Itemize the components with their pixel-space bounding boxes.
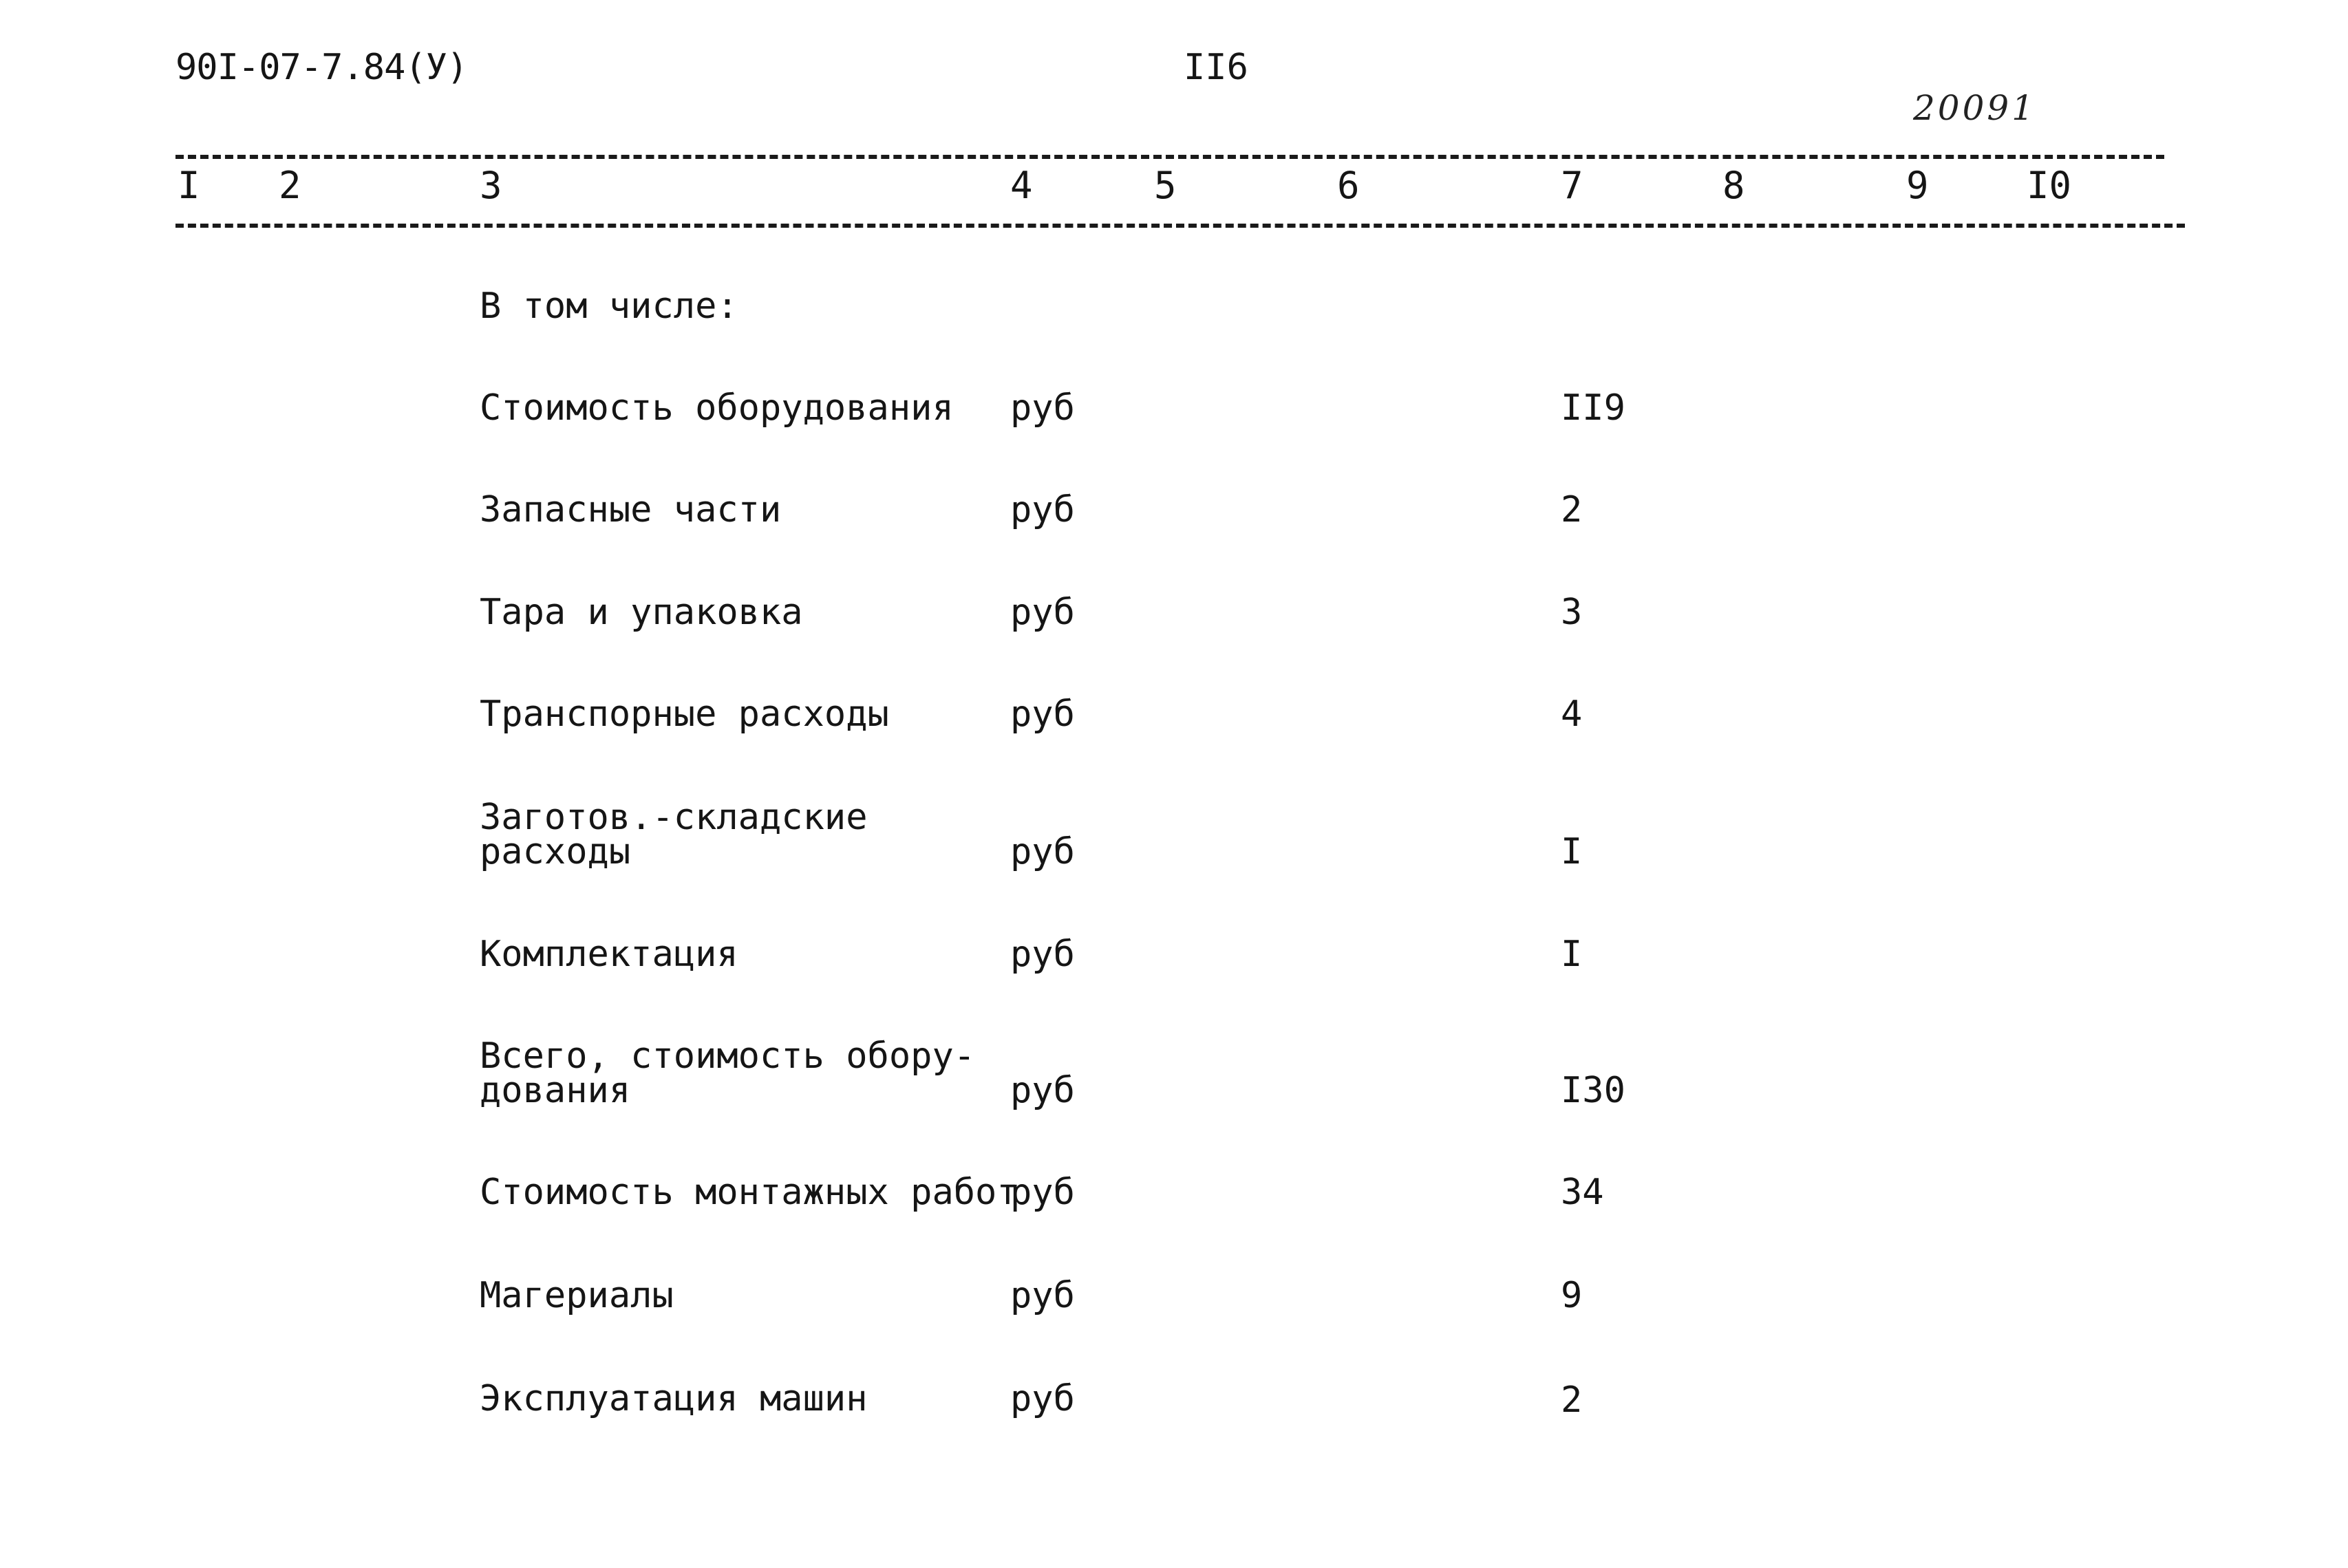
row-unit: руб xyxy=(1010,831,1075,872)
row-name: Запасные части xyxy=(480,489,782,530)
row-name: Стоимость оборудования xyxy=(480,387,954,429)
column-number-8: 8 xyxy=(1722,164,1745,207)
column-number-3: 3 xyxy=(480,164,502,207)
row-value: 34 xyxy=(1561,1172,1604,1213)
row-value: 9 xyxy=(1561,1275,1583,1316)
row-unit: руб xyxy=(1010,489,1075,530)
row-name: Эксплуатация машин xyxy=(480,1378,868,1419)
row-value: 3 xyxy=(1561,592,1583,633)
row-unit: руб xyxy=(1010,387,1075,429)
column-number-9: 9 xyxy=(1906,164,1929,207)
section-intro: В том числе: xyxy=(480,286,738,327)
column-number-1: I xyxy=(178,164,200,207)
row-name-line2: расходы xyxy=(480,831,631,872)
row-unit: руб xyxy=(1010,934,1075,975)
column-number-6: 6 xyxy=(1337,164,1360,207)
column-number-7: 7 xyxy=(1561,164,1583,207)
row-name: Тара и упаковка xyxy=(480,592,803,633)
row-unit: руб xyxy=(1010,1275,1075,1316)
row-name: Стоимость монтажных работ xyxy=(480,1172,1018,1213)
row-unit: руб xyxy=(1010,694,1075,735)
row-name-line1: Заготов.-складские xyxy=(480,797,868,838)
row-value: 2 xyxy=(1561,489,1583,530)
column-number-10: I0 xyxy=(2027,164,2072,207)
page-number: II6 xyxy=(1184,47,1248,88)
document-code: 90I-07-7.84(У) xyxy=(175,47,468,88)
row-value: I30 xyxy=(1561,1070,1625,1111)
row-value: I xyxy=(1561,831,1583,872)
inventory-number: 20091 xyxy=(1913,88,2037,128)
column-number-2: 2 xyxy=(279,164,301,207)
row-unit: руб xyxy=(1010,592,1075,633)
header-rule-bottom xyxy=(175,224,2185,228)
row-value: 4 xyxy=(1561,694,1583,735)
row-name: Комплектация xyxy=(480,934,738,975)
row-name-line1: Всего, стоимость обору- xyxy=(480,1035,976,1077)
row-name-line2: дования xyxy=(480,1070,631,1111)
row-unit: руб xyxy=(1010,1070,1075,1111)
row-name: Магериалы xyxy=(480,1275,674,1316)
row-unit: руб xyxy=(1010,1378,1075,1419)
column-number-5: 5 xyxy=(1154,164,1177,207)
row-value: 2 xyxy=(1561,1379,1583,1421)
row-unit: руб xyxy=(1010,1172,1075,1213)
row-value: II9 xyxy=(1561,387,1625,429)
header-rule-top xyxy=(175,155,2164,159)
row-value: I xyxy=(1561,934,1583,975)
column-number-4: 4 xyxy=(1010,164,1033,207)
row-name: Транспорные расходы xyxy=(480,694,889,735)
